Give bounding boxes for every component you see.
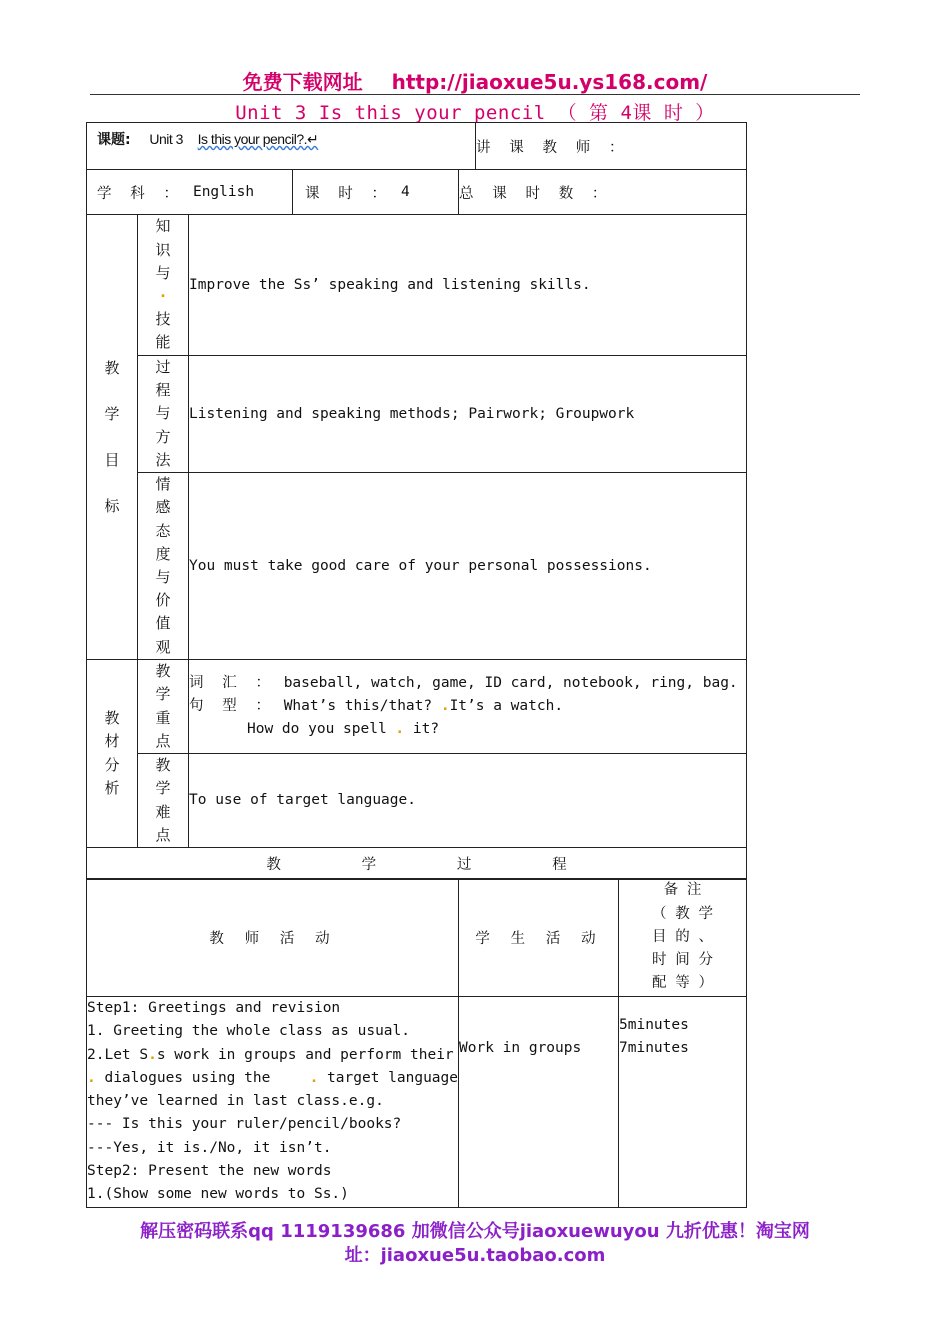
process-header-row [87,879,747,997]
knowledge-text: Improve the Ss’ speaking and listening skills. [189,215,747,356]
key-points-content [189,660,747,754]
vocab-line: 词 汇 ： baseball, watch, game, ID card, notebook, ring, bag. [189,675,738,692]
download-header [0,66,950,95]
header-divider [90,94,860,95]
teacher-cell: 讲 课 教 师 ： [476,123,747,170]
process-method-text: Listening and speaking methods; Pairwork; Groupwork [189,356,747,473]
pattern-line: 句 型 ： What’s this/that? .It’s a watch. [189,698,564,715]
teacher-activity-header: 教 师 活 动 [87,879,459,997]
process-step-row [87,997,747,1208]
process-table [86,878,747,1208]
lesson-plan-table [86,122,747,880]
footer-contact [90,1220,860,1268]
objective-row-process [87,356,747,473]
pattern-line-2: How do you spell . it? [247,721,440,738]
topic-label: 课题: [97,132,131,148]
objective-row-knowledge [87,215,747,356]
topic-row [87,123,747,170]
lesson-label: 课 时 ： [305,185,391,202]
notes-content: 5minutes 7minutes [619,997,747,1208]
key-points-label: 教 学 重 点 [138,660,189,754]
total-lessons-cell: 总 课 时 数 ： [459,170,747,215]
student-activity-header: 学 生 活 动 [459,879,619,997]
difficulty-label: 教 学 难 点 [138,754,189,848]
topic-cell [87,123,476,170]
footer-line-2[interactable]: 址：jiaoxue5u.taobao.com [344,1245,606,1266]
topic-text: Is this your pencil?.↵ [197,131,319,147]
emotion-text: You must take good care of your personal possessions. [189,473,747,660]
knowledge-label: 知 识 与 · 技 能 [138,215,189,356]
subject-row [87,170,747,215]
process-method-label: 过 程 与 方 法 [138,356,189,473]
document-title: Unit 3 Is this your pencil （ 第 4课 时 ） [235,102,715,124]
objective-row-emotion [87,473,747,660]
process-title-row [87,848,747,880]
student-activity-content: Work in groups [459,997,619,1208]
subject-value: English [192,184,255,200]
subject-cell [87,170,459,215]
analysis-row-difficulty [87,754,747,848]
emotion-label: 情 感 态 度 与 价 值 观 [138,473,189,660]
lesson-value: 4 [400,184,410,200]
download-url-link[interactable]: http://jiaoxue5u.ys168.com/ [391,70,708,94]
download-label: 免费下载网址 [242,70,363,94]
difficulty-text: To use of target language. [189,754,747,848]
analysis-row-key [87,660,747,754]
footer-line-1: 解压密码联系qq 1119139686 加微信公众号jiaoxuewuyou 九折优惠！淘宝网 [140,1221,810,1242]
process-title: 教 学 过 程 [87,848,747,880]
objectives-group-label: 教 学 目 标 [87,215,138,660]
analysis-group-label: 教 材 分 析 [87,660,138,848]
subject-label: 学 科 ： [97,185,183,202]
notes-header: 备 注 （ 教 学 目 的 、 时 间 分 配 等 ） [619,879,747,997]
teacher-activity-content: Step1: Greetings and revision 1. Greeting the whole class as usual. 2.Let S.s work in groups and perform their . dialogues using the . target language they’ve learned in last class.e.g. --- Is this your ruler/pencil/books? ---Yes, it is./No, it isn’t. Step2: Present the new words 1.(Show some new words to Ss.) [87,997,459,1208]
topic-unit: Unit 3 [149,131,183,147]
